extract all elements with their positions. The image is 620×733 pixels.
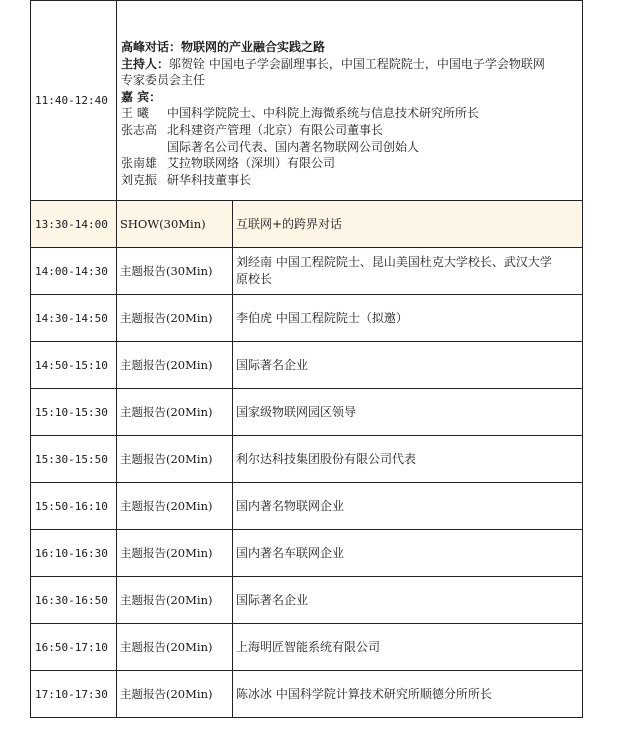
format-cell: 主题报告(20Min) <box>117 295 233 342</box>
session-title: 高峰对话：物联网的产业融合实践之路 <box>121 40 326 54</box>
content-cell: 互联网+的跨界对话 <box>233 201 583 248</box>
guest-desc: 艾拉物联网络（深圳）有限公司 <box>167 156 336 171</box>
format-cell: 主题报告(20Min) <box>117 577 233 624</box>
content-cell: 国际著名企业 <box>233 577 583 624</box>
time-cell: 14:00-14:30 <box>31 248 117 295</box>
content-cell: 国际著名企业 <box>233 342 583 389</box>
time-cell: 13:30-14:00 <box>31 201 117 248</box>
table-row <box>31 342 583 389</box>
host-line-2: 专家委员会主任 <box>121 73 206 88</box>
host-label: 主持人： <box>121 56 170 71</box>
time-cell: 15:30-15:50 <box>31 436 117 483</box>
guests-label: 嘉 宾： <box>121 89 162 104</box>
guest-desc: 国际著名公司代表、国内著名物联网公司创始人 <box>167 139 420 154</box>
table-row <box>31 248 583 295</box>
content-cell: 国内著名车联网企业 <box>233 530 583 577</box>
format-cell: 主题报告(30Min) <box>117 248 233 295</box>
guest-desc: 研华科技董事长 <box>167 172 252 187</box>
time-cell: 11:40-12:40 <box>31 1 117 201</box>
format-cell: 主题报告(20Min) <box>117 671 233 718</box>
content-line: 刘经南 中国工程院院士、昆山美国杜克大学校长、武汉大学 <box>236 255 552 269</box>
content-cell: 利尔达科技集团股份有限公司代表 <box>233 436 583 483</box>
table-row <box>31 530 583 577</box>
time-cell: 15:50-16:10 <box>31 483 117 530</box>
table-row <box>31 295 583 342</box>
guest-line <box>121 155 579 172</box>
host-text: 邬贺铨 中国电子学会副理事长，中国工程院院士，中国电子学会物联网 <box>169 56 545 71</box>
table-row <box>31 389 583 436</box>
format-cell: 主题报告(20Min) <box>117 483 233 530</box>
format-cell: SHOW(30Min) <box>117 201 233 248</box>
host-line <box>121 56 579 73</box>
format-cell: 主题报告(20Min) <box>117 530 233 577</box>
table-row <box>31 436 583 483</box>
table-row-top-session <box>31 1 583 201</box>
guest-name: 张志高 <box>121 122 158 137</box>
format-cell: 主题报告(20Min) <box>117 624 233 671</box>
content-cell: 上海明匠智能系统有限公司 <box>233 624 583 671</box>
table-row <box>31 483 583 530</box>
time-cell: 17:10-17:30 <box>31 671 117 718</box>
guest-name: 刘克振 <box>121 172 158 187</box>
guest-line <box>121 172 579 189</box>
time-cell: 16:30-16:50 <box>31 577 117 624</box>
schedule-table <box>30 0 583 718</box>
content-cell <box>233 248 583 295</box>
time-cell: 16:50-17:10 <box>31 624 117 671</box>
format-cell: 主题报告(20Min) <box>117 389 233 436</box>
table-row <box>31 577 583 624</box>
time-cell: 16:10-16:30 <box>31 530 117 577</box>
guest-line <box>121 122 579 139</box>
guest-line <box>121 139 579 156</box>
table-row <box>31 671 583 718</box>
session-detail-cell <box>117 1 583 201</box>
guest-name: 张南雄 <box>121 156 158 171</box>
time-cell: 14:50-15:10 <box>31 342 117 389</box>
guest-desc: 中国科学院院士、中科院上海微系统与信息技术研究所所长 <box>167 106 480 121</box>
table-row <box>31 201 583 248</box>
content-cell: 国家级物联网园区领导 <box>233 389 583 436</box>
time-cell: 14:30-14:50 <box>31 295 117 342</box>
guest-line <box>121 105 579 122</box>
table-row <box>31 624 583 671</box>
schedule-sheet <box>30 0 582 718</box>
guest-name: 王 曦 <box>121 106 149 121</box>
content-cell: 陈冰冰 中国科学院计算技术研究所顺德分所所长 <box>233 671 583 718</box>
format-cell: 主题报告(20Min) <box>117 436 233 483</box>
content-cell: 国内著名物联网企业 <box>233 483 583 530</box>
guest-desc: 北科建资产管理（北京）有限公司董事长 <box>167 122 384 137</box>
time-cell: 15:10-15:30 <box>31 389 117 436</box>
content-line-2: 原校长 <box>236 272 273 286</box>
content-cell: 李伯虎 中国工程院院士（拟邀） <box>233 295 583 342</box>
format-cell: 主题报告(20Min) <box>117 342 233 389</box>
